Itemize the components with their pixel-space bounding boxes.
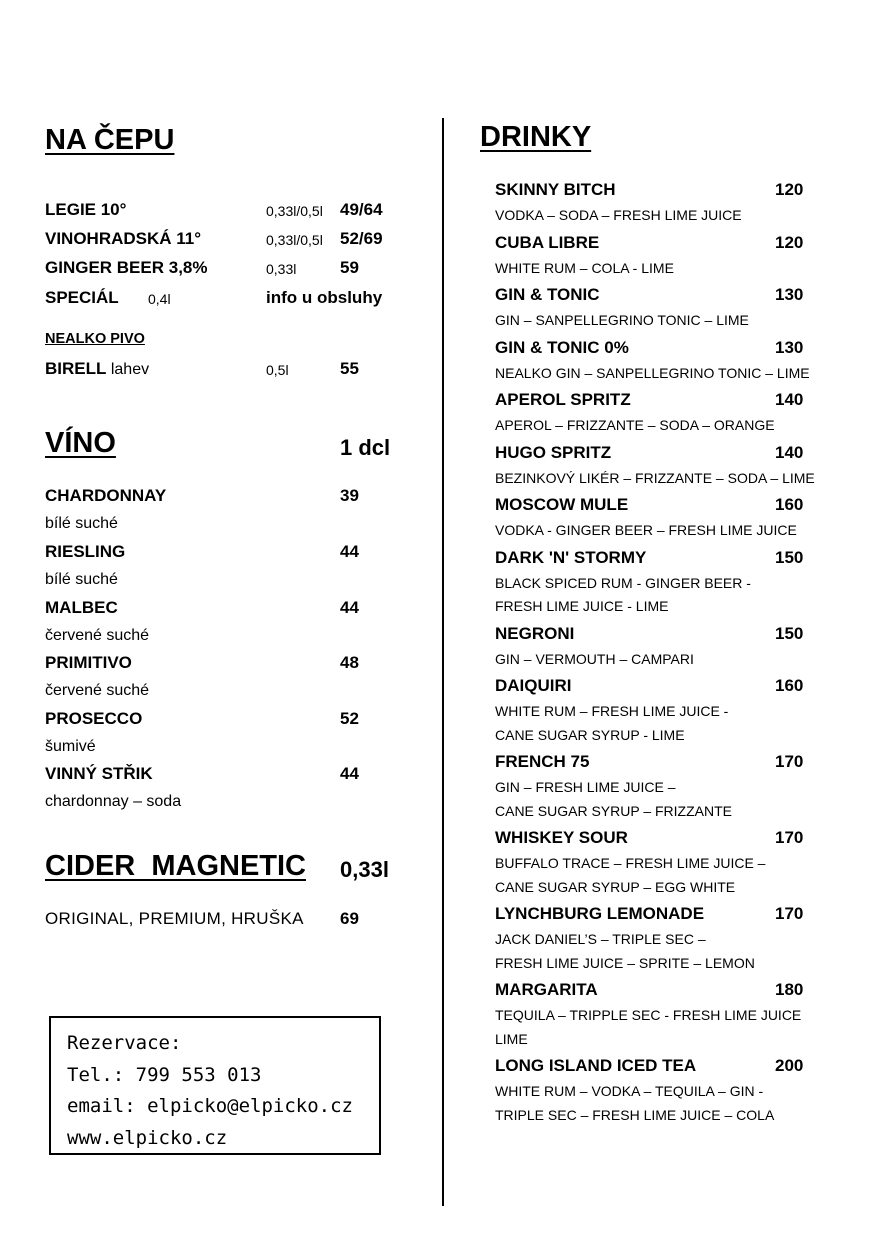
drink-ingredients: TEQUILA – TRIPPLE SEC - FRESH LIME JUICE [495, 1007, 802, 1023]
nonalc-beer-brand: BIRELL [45, 359, 107, 378]
beer-item-size: 0,33l/0,5l [266, 232, 323, 248]
drink-ingredients: VODKA - GINGER BEER – FRESH LIME JUICE [495, 522, 797, 538]
drink-name: HUGO SPRITZ [495, 442, 612, 462]
drink-name: DAIQUIRI [495, 676, 572, 695]
drink-price: 130 [775, 337, 804, 357]
drink-name: GIN & TONIC 0% [495, 337, 629, 357]
drink-name: GIN & TONIC [495, 285, 600, 304]
nonalc-beer-item [45, 359, 149, 379]
drink-price: 180 [775, 980, 804, 999]
wine-item-price: 44 [340, 542, 359, 561]
wine-item-price: 44 [340, 598, 359, 617]
beer-item-price: info u obsluhy [266, 288, 383, 307]
drink-price: 150 [775, 623, 804, 643]
drink-ingredients: VODKA – SODA – FRESH LIME JUICE [495, 207, 742, 223]
beer-item-name: GINGER BEER 3,8% [45, 258, 208, 277]
wine-item-name: CHARDONNAY [45, 486, 167, 505]
drink-ingredients: CANE SUGAR SYRUP – FRIZZANTE [495, 802, 733, 819]
drink-ingredients: GIN – SANPELLEGRINO TONIC – LIME [495, 312, 749, 328]
drink-ingredients: BLACK SPICED RUM - GINGER BEER - [495, 574, 751, 591]
wine-item-name: RIESLING [45, 542, 126, 561]
drink-price: 170 [775, 752, 804, 771]
phone-number: Tel.: 799 553 013 [67, 1063, 262, 1086]
cider-varieties: ORIGINAL, PREMIUM, HRUŠKA [45, 909, 304, 928]
drinks-section-title: DRINKY [480, 121, 592, 153]
drink-price: 150 [775, 547, 804, 567]
cider-price: 69 [340, 909, 359, 928]
drink-price: 200 [775, 1056, 804, 1075]
drink-ingredients: APEROL – FRIZZANTE – SODA – ORANGE [495, 417, 775, 433]
cider-unit: 0,33l [340, 857, 389, 882]
drink-name: FRENCH 75 [495, 752, 590, 771]
cider-section-title: CIDER MAGNETIC [45, 850, 306, 882]
drink-ingredients: BUFFALO TRACE – FRESH LIME JUICE – [495, 855, 766, 871]
beer-item-price: 52/69 [340, 229, 383, 248]
drink-name: SKINNY BITCH [495, 180, 616, 199]
wine-item-name: MALBEC [45, 598, 118, 617]
wine-item-price: 52 [340, 709, 359, 728]
drink-name: DARK 'N' STORMY [495, 547, 647, 567]
beer-item-price: 59 [340, 258, 359, 277]
wine-item-desc: červené suché [45, 682, 150, 699]
column-divider [442, 118, 444, 1206]
drink-name: WHISKEY SOUR [495, 828, 628, 847]
drink-price: 140 [775, 390, 804, 409]
drink-ingredients: FRESH LIME JUICE – SPRITE – LEMON [495, 954, 755, 971]
nonalc-beer-title: NEALKO PIVO [45, 331, 145, 347]
drink-name: LYNCHBURG LEMONADE [495, 904, 705, 923]
drink-ingredients: FRESH LIME JUICE - LIME [495, 598, 669, 614]
drink-price: 120 [775, 180, 804, 199]
drink-name: APEROL SPRITZ [495, 390, 631, 409]
wine-item-desc: červené suché [45, 627, 150, 644]
nonalc-beer-type: lahev [110, 361, 150, 378]
drink-ingredients: WHITE RUM – VODKA – TEQUILA – GIN - [495, 1083, 764, 1099]
drink-ingredients: GIN – FRESH LIME JUICE – [495, 779, 676, 795]
wine-item-price: 48 [340, 653, 359, 672]
website-url: www.elpicko.cz [67, 1126, 228, 1149]
nonalc-beer-price: 55 [340, 359, 359, 378]
drink-ingredients: GIN – VERMOUTH – CAMPARI [495, 650, 694, 667]
drink-name: LONG ISLAND ICED TEA [495, 1056, 697, 1075]
drink-ingredients: LIME [495, 1030, 528, 1047]
beer-item-name: SPECIÁL [45, 288, 119, 307]
drink-price: 140 [775, 442, 804, 462]
drink-ingredients: JACK DANIEL’S – TRIPLE SEC – [495, 931, 706, 947]
wine-section-title: VÍNO [45, 427, 116, 459]
drink-price: 160 [775, 676, 804, 695]
drink-ingredients: TRIPLE SEC – FRESH LIME JUICE – COLA [495, 1106, 775, 1123]
drink-ingredients: BEZINKOVÝ LIKÉR – FRIZZANTE – SODA – LIME [495, 469, 815, 486]
wine-item-desc: bílé suché [45, 571, 118, 588]
drink-price: 170 [775, 904, 804, 923]
drink-ingredients: WHITE RUM – FRESH LIME JUICE - [495, 703, 729, 719]
beer-item-name: VINOHRADSKÁ 11° [45, 229, 202, 248]
wine-item-desc: šumivé [45, 738, 96, 755]
drink-ingredients: CANE SUGAR SYRUP – EGG WHITE [495, 878, 736, 895]
drink-ingredients: WHITE RUM – COLA - LIME [495, 259, 674, 276]
drink-name: MARGARITA [495, 980, 598, 999]
drink-price: 170 [775, 828, 804, 847]
wine-item-desc: bílé suché [45, 515, 118, 532]
wine-item-price: 39 [340, 486, 359, 505]
drink-name: NEGRONI [495, 623, 575, 643]
reservation-box [49, 1016, 381, 1155]
drink-price: 130 [775, 285, 804, 304]
drink-price: 120 [775, 232, 804, 252]
reservation-label: Rezervace: [67, 1032, 182, 1054]
beer-section-title: NA ČEPU [45, 124, 175, 156]
beer-item-size: 0,33l/0,5l [266, 203, 323, 219]
wine-item-name: VINNÝ STŘIK [45, 764, 153, 783]
nonalc-beer-size: 0,5l [266, 362, 289, 378]
beer-item-size: 0,33l [266, 261, 297, 277]
drink-name: CUBA LIBRE [495, 232, 600, 252]
beer-item-price: 49/64 [340, 200, 383, 219]
drink-price: 160 [775, 495, 804, 514]
drink-name: MOSCOW MULE [495, 495, 629, 514]
wine-item-price: 44 [340, 764, 359, 783]
email-address: email: elpicko@elpicko.cz [67, 1095, 353, 1117]
wine-item-name: PROSECCO [45, 709, 143, 728]
wine-item-desc: chardonnay – soda [45, 793, 182, 810]
beer-item-name: LEGIE 10° [45, 200, 127, 219]
wine-item-name: PRIMITIVO [45, 653, 132, 672]
beer-item-size: 0,4l [148, 291, 171, 307]
drink-ingredients: CANE SUGAR SYRUP - LIME [495, 726, 685, 743]
drink-ingredients: NEALKO GIN – SANPELLEGRINO TONIC – LIME [495, 364, 810, 381]
wine-unit: 1 dcl [340, 435, 391, 460]
